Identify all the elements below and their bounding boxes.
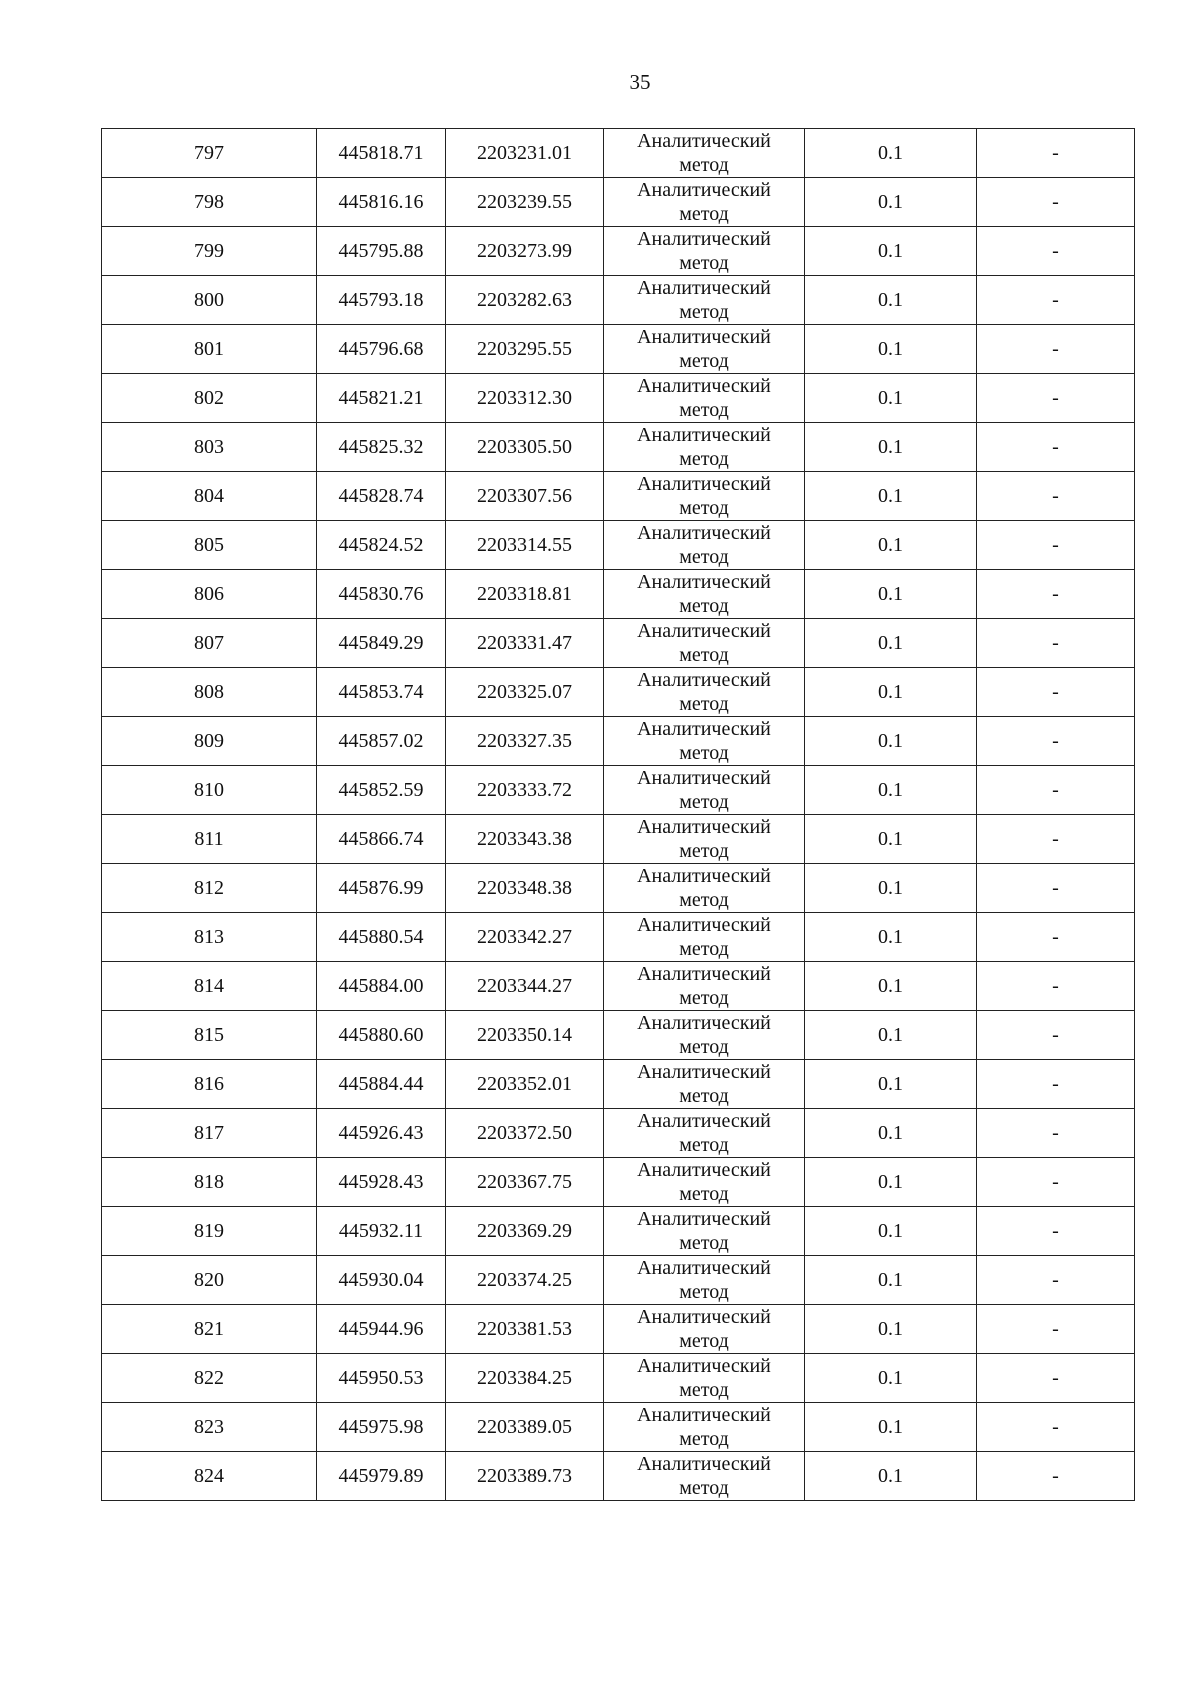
method-cell [604, 1011, 805, 1060]
method-line1: Аналитический [637, 179, 771, 201]
method-cell [604, 913, 805, 962]
note-cell: - [977, 717, 1135, 766]
error-cell: 0.1 [805, 766, 977, 815]
table-row [102, 1158, 1135, 1207]
table-row [102, 1109, 1135, 1158]
note-cell: - [977, 325, 1135, 374]
point-number-cell: 808 [102, 668, 317, 717]
page-number: 35 [629, 70, 651, 94]
method-cell [604, 668, 805, 717]
x-coordinate-cell: 445795.88 [317, 227, 446, 276]
point-number-cell: 804 [102, 472, 317, 521]
x-coordinate-cell: 445816.16 [317, 178, 446, 227]
method-line1: Аналитический [637, 130, 771, 152]
table-row [102, 570, 1135, 619]
error-cell: 0.1 [805, 178, 977, 227]
error-cell: 0.1 [805, 325, 977, 374]
table-row [102, 1256, 1135, 1305]
method-cell [604, 423, 805, 472]
note-cell: - [977, 1011, 1135, 1060]
point-number-cell: 823 [102, 1403, 317, 1452]
method-line2: метод [679, 1183, 729, 1205]
method-line2: метод [679, 301, 729, 323]
point-number-cell: 821 [102, 1305, 317, 1354]
point-number-cell: 814 [102, 962, 317, 1011]
y-coordinate-cell: 2203374.25 [446, 1256, 604, 1305]
method-line2: метод [679, 1477, 729, 1499]
table-row [102, 668, 1135, 717]
error-cell: 0.1 [805, 962, 977, 1011]
method-line1: Аналитический [637, 1012, 771, 1034]
method-line2: метод [679, 791, 729, 813]
table-row [102, 472, 1135, 521]
method-line2: метод [679, 1085, 729, 1107]
method-line1: Аналитический [637, 571, 771, 593]
table-row [102, 227, 1135, 276]
y-coordinate-cell: 2203307.56 [446, 472, 604, 521]
error-cell: 0.1 [805, 1158, 977, 1207]
note-cell: - [977, 1158, 1135, 1207]
note-cell: - [977, 619, 1135, 668]
y-coordinate-cell: 2203273.99 [446, 227, 604, 276]
method-line2: метод [679, 987, 729, 1009]
x-coordinate-cell: 445793.18 [317, 276, 446, 325]
y-coordinate-cell: 2203381.53 [446, 1305, 604, 1354]
method-line2: метод [679, 1428, 729, 1450]
method-cell [604, 472, 805, 521]
y-coordinate-cell: 2203314.55 [446, 521, 604, 570]
y-coordinate-cell: 2203389.05 [446, 1403, 604, 1452]
method-cell [604, 1109, 805, 1158]
error-cell: 0.1 [805, 1256, 977, 1305]
table-row [102, 1354, 1135, 1403]
method-line1: Аналитический [637, 1404, 771, 1426]
table-row [102, 1403, 1135, 1452]
x-coordinate-cell: 445932.11 [317, 1207, 446, 1256]
method-cell [604, 1403, 805, 1452]
y-coordinate-cell: 2203295.55 [446, 325, 604, 374]
method-cell [604, 962, 805, 1011]
method-line1: Аналитический [637, 1110, 771, 1132]
table-row [102, 1207, 1135, 1256]
x-coordinate-cell: 445821.21 [317, 374, 446, 423]
y-coordinate-cell: 2203389.73 [446, 1452, 604, 1501]
y-coordinate-cell: 2203372.50 [446, 1109, 604, 1158]
table-row [102, 129, 1135, 178]
note-cell: - [977, 913, 1135, 962]
error-cell: 0.1 [805, 1060, 977, 1109]
note-cell: - [977, 570, 1135, 619]
error-cell: 0.1 [805, 1011, 977, 1060]
y-coordinate-cell: 2203231.01 [446, 129, 604, 178]
note-cell: - [977, 227, 1135, 276]
note-cell: - [977, 766, 1135, 815]
table-row [102, 913, 1135, 962]
point-number-cell: 801 [102, 325, 317, 374]
point-number-cell: 816 [102, 1060, 317, 1109]
point-number-cell: 800 [102, 276, 317, 325]
method-line1: Аналитический [637, 1208, 771, 1230]
note-cell: - [977, 815, 1135, 864]
table-row [102, 178, 1135, 227]
point-number-cell: 820 [102, 1256, 317, 1305]
method-line1: Аналитический [637, 375, 771, 397]
note-cell: - [977, 129, 1135, 178]
coordinates-table [101, 128, 1135, 1501]
method-line2: метод [679, 1330, 729, 1352]
x-coordinate-cell: 445880.54 [317, 913, 446, 962]
method-line2: метод [679, 399, 729, 421]
error-cell: 0.1 [805, 913, 977, 962]
point-number-cell: 811 [102, 815, 317, 864]
note-cell: - [977, 1207, 1135, 1256]
point-number-cell: 815 [102, 1011, 317, 1060]
table-row [102, 766, 1135, 815]
point-number-cell: 798 [102, 178, 317, 227]
method-line2: метод [679, 154, 729, 176]
point-number-cell: 812 [102, 864, 317, 913]
method-line2: метод [679, 1281, 729, 1303]
point-number-cell: 797 [102, 129, 317, 178]
method-line2: метод [679, 497, 729, 519]
note-cell: - [977, 374, 1135, 423]
x-coordinate-cell: 445866.74 [317, 815, 446, 864]
method-line2: метод [679, 1232, 729, 1254]
method-line1: Аналитический [637, 326, 771, 348]
table-row [102, 1011, 1135, 1060]
table-row [102, 325, 1135, 374]
note-cell: - [977, 472, 1135, 521]
point-number-cell: 813 [102, 913, 317, 962]
method-line1: Аналитический [637, 669, 771, 691]
method-cell [604, 1354, 805, 1403]
error-cell: 0.1 [805, 374, 977, 423]
method-cell [604, 1207, 805, 1256]
y-coordinate-cell: 2203282.63 [446, 276, 604, 325]
method-line1: Аналитический [637, 1257, 771, 1279]
note-cell: - [977, 864, 1135, 913]
error-cell: 0.1 [805, 472, 977, 521]
y-coordinate-cell: 2203239.55 [446, 178, 604, 227]
y-coordinate-cell: 2203344.27 [446, 962, 604, 1011]
y-coordinate-cell: 2203352.01 [446, 1060, 604, 1109]
method-line1: Аналитический [637, 228, 771, 250]
method-cell [604, 766, 805, 815]
y-coordinate-cell: 2203369.29 [446, 1207, 604, 1256]
table-row [102, 374, 1135, 423]
error-cell: 0.1 [805, 129, 977, 178]
y-coordinate-cell: 2203305.50 [446, 423, 604, 472]
note-cell: - [977, 521, 1135, 570]
method-line2: метод [679, 693, 729, 715]
table-row [102, 619, 1135, 668]
table-row [102, 276, 1135, 325]
x-coordinate-cell: 445818.71 [317, 129, 446, 178]
point-number-cell: 819 [102, 1207, 317, 1256]
table-row [102, 864, 1135, 913]
method-line1: Аналитический [637, 473, 771, 495]
note-cell: - [977, 178, 1135, 227]
error-cell: 0.1 [805, 1354, 977, 1403]
point-number-cell: 809 [102, 717, 317, 766]
y-coordinate-cell: 2203325.07 [446, 668, 604, 717]
note-cell: - [977, 962, 1135, 1011]
method-line1: Аналитический [637, 816, 771, 838]
x-coordinate-cell: 445876.99 [317, 864, 446, 913]
method-line1: Аналитический [637, 1355, 771, 1377]
method-line1: Аналитический [637, 620, 771, 642]
y-coordinate-cell: 2203331.47 [446, 619, 604, 668]
error-cell: 0.1 [805, 717, 977, 766]
table-row [102, 717, 1135, 766]
method-line2: метод [679, 1134, 729, 1156]
point-number-cell: 805 [102, 521, 317, 570]
point-number-cell: 810 [102, 766, 317, 815]
method-line1: Аналитический [637, 865, 771, 887]
error-cell: 0.1 [805, 668, 977, 717]
x-coordinate-cell: 445880.60 [317, 1011, 446, 1060]
method-line2: метод [679, 938, 729, 960]
method-cell [604, 864, 805, 913]
point-number-cell: 824 [102, 1452, 317, 1501]
method-line1: Аналитический [637, 1453, 771, 1475]
error-cell: 0.1 [805, 1403, 977, 1452]
method-line2: метод [679, 840, 729, 862]
note-cell: - [977, 1109, 1135, 1158]
x-coordinate-cell: 445824.52 [317, 521, 446, 570]
method-cell [604, 1060, 805, 1109]
method-cell [604, 619, 805, 668]
error-cell: 0.1 [805, 1452, 977, 1501]
method-line1: Аналитический [637, 522, 771, 544]
table-row [102, 1305, 1135, 1354]
method-line1: Аналитический [637, 1061, 771, 1083]
method-cell [604, 129, 805, 178]
method-cell [604, 570, 805, 619]
x-coordinate-cell: 445926.43 [317, 1109, 446, 1158]
x-coordinate-cell: 445944.96 [317, 1305, 446, 1354]
error-cell: 0.1 [805, 570, 977, 619]
y-coordinate-cell: 2203343.38 [446, 815, 604, 864]
note-cell: - [977, 276, 1135, 325]
method-line2: метод [679, 595, 729, 617]
point-number-cell: 818 [102, 1158, 317, 1207]
method-line2: метод [679, 644, 729, 666]
table-row [102, 1452, 1135, 1501]
method-line2: метод [679, 203, 729, 225]
x-coordinate-cell: 445928.43 [317, 1158, 446, 1207]
point-number-cell: 799 [102, 227, 317, 276]
method-line2: метод [679, 252, 729, 274]
point-number-cell: 807 [102, 619, 317, 668]
method-line2: метод [679, 1036, 729, 1058]
method-cell [604, 1256, 805, 1305]
y-coordinate-cell: 2203348.38 [446, 864, 604, 913]
x-coordinate-cell: 445796.68 [317, 325, 446, 374]
method-line1: Аналитический [637, 1159, 771, 1181]
y-coordinate-cell: 2203350.14 [446, 1011, 604, 1060]
x-coordinate-cell: 445853.74 [317, 668, 446, 717]
method-line1: Аналитический [637, 277, 771, 299]
table-row [102, 521, 1135, 570]
method-line1: Аналитический [637, 963, 771, 985]
point-number-cell: 802 [102, 374, 317, 423]
coordinates-table-body [102, 129, 1135, 1501]
table-row [102, 1060, 1135, 1109]
y-coordinate-cell: 2203367.75 [446, 1158, 604, 1207]
error-cell: 0.1 [805, 276, 977, 325]
method-line2: метод [679, 448, 729, 470]
point-number-cell: 822 [102, 1354, 317, 1403]
method-line1: Аналитический [637, 767, 771, 789]
method-cell [604, 227, 805, 276]
point-number-cell: 803 [102, 423, 317, 472]
error-cell: 0.1 [805, 227, 977, 276]
x-coordinate-cell: 445849.29 [317, 619, 446, 668]
note-cell: - [977, 423, 1135, 472]
note-cell: - [977, 1354, 1135, 1403]
table-row [102, 815, 1135, 864]
note-cell: - [977, 668, 1135, 717]
method-line2: метод [679, 889, 729, 911]
error-cell: 0.1 [805, 1207, 977, 1256]
error-cell: 0.1 [805, 1109, 977, 1158]
error-cell: 0.1 [805, 815, 977, 864]
x-coordinate-cell: 445828.74 [317, 472, 446, 521]
x-coordinate-cell: 445950.53 [317, 1354, 446, 1403]
x-coordinate-cell: 445930.04 [317, 1256, 446, 1305]
method-cell [604, 178, 805, 227]
table-row [102, 962, 1135, 1011]
method-cell [604, 521, 805, 570]
method-cell [604, 1452, 805, 1501]
method-cell [604, 276, 805, 325]
y-coordinate-cell: 2203342.27 [446, 913, 604, 962]
note-cell: - [977, 1452, 1135, 1501]
note-cell: - [977, 1256, 1135, 1305]
method-line2: метод [679, 350, 729, 372]
point-number-cell: 806 [102, 570, 317, 619]
table-row [102, 423, 1135, 472]
method-line1: Аналитический [637, 424, 771, 446]
method-line2: метод [679, 546, 729, 568]
note-cell: - [977, 1060, 1135, 1109]
method-line2: метод [679, 742, 729, 764]
x-coordinate-cell: 445825.32 [317, 423, 446, 472]
point-number-cell: 817 [102, 1109, 317, 1158]
method-cell [604, 325, 805, 374]
y-coordinate-cell: 2203327.35 [446, 717, 604, 766]
method-line1: Аналитический [637, 1306, 771, 1328]
y-coordinate-cell: 2203384.25 [446, 1354, 604, 1403]
method-line2: метод [679, 1379, 729, 1401]
y-coordinate-cell: 2203333.72 [446, 766, 604, 815]
x-coordinate-cell: 445975.98 [317, 1403, 446, 1452]
method-cell [604, 374, 805, 423]
error-cell: 0.1 [805, 864, 977, 913]
x-coordinate-cell: 445857.02 [317, 717, 446, 766]
method-cell [604, 1158, 805, 1207]
method-line1: Аналитический [637, 914, 771, 936]
error-cell: 0.1 [805, 423, 977, 472]
method-cell [604, 1305, 805, 1354]
error-cell: 0.1 [805, 619, 977, 668]
y-coordinate-cell: 2203312.30 [446, 374, 604, 423]
method-cell [604, 815, 805, 864]
method-line1: Аналитический [637, 718, 771, 740]
x-coordinate-cell: 445884.44 [317, 1060, 446, 1109]
note-cell: - [977, 1403, 1135, 1452]
method-cell [604, 717, 805, 766]
note-cell: - [977, 1305, 1135, 1354]
error-cell: 0.1 [805, 1305, 977, 1354]
y-coordinate-cell: 2203318.81 [446, 570, 604, 619]
x-coordinate-cell: 445884.00 [317, 962, 446, 1011]
error-cell: 0.1 [805, 521, 977, 570]
x-coordinate-cell: 445979.89 [317, 1452, 446, 1501]
x-coordinate-cell: 445852.59 [317, 766, 446, 815]
x-coordinate-cell: 445830.76 [317, 570, 446, 619]
